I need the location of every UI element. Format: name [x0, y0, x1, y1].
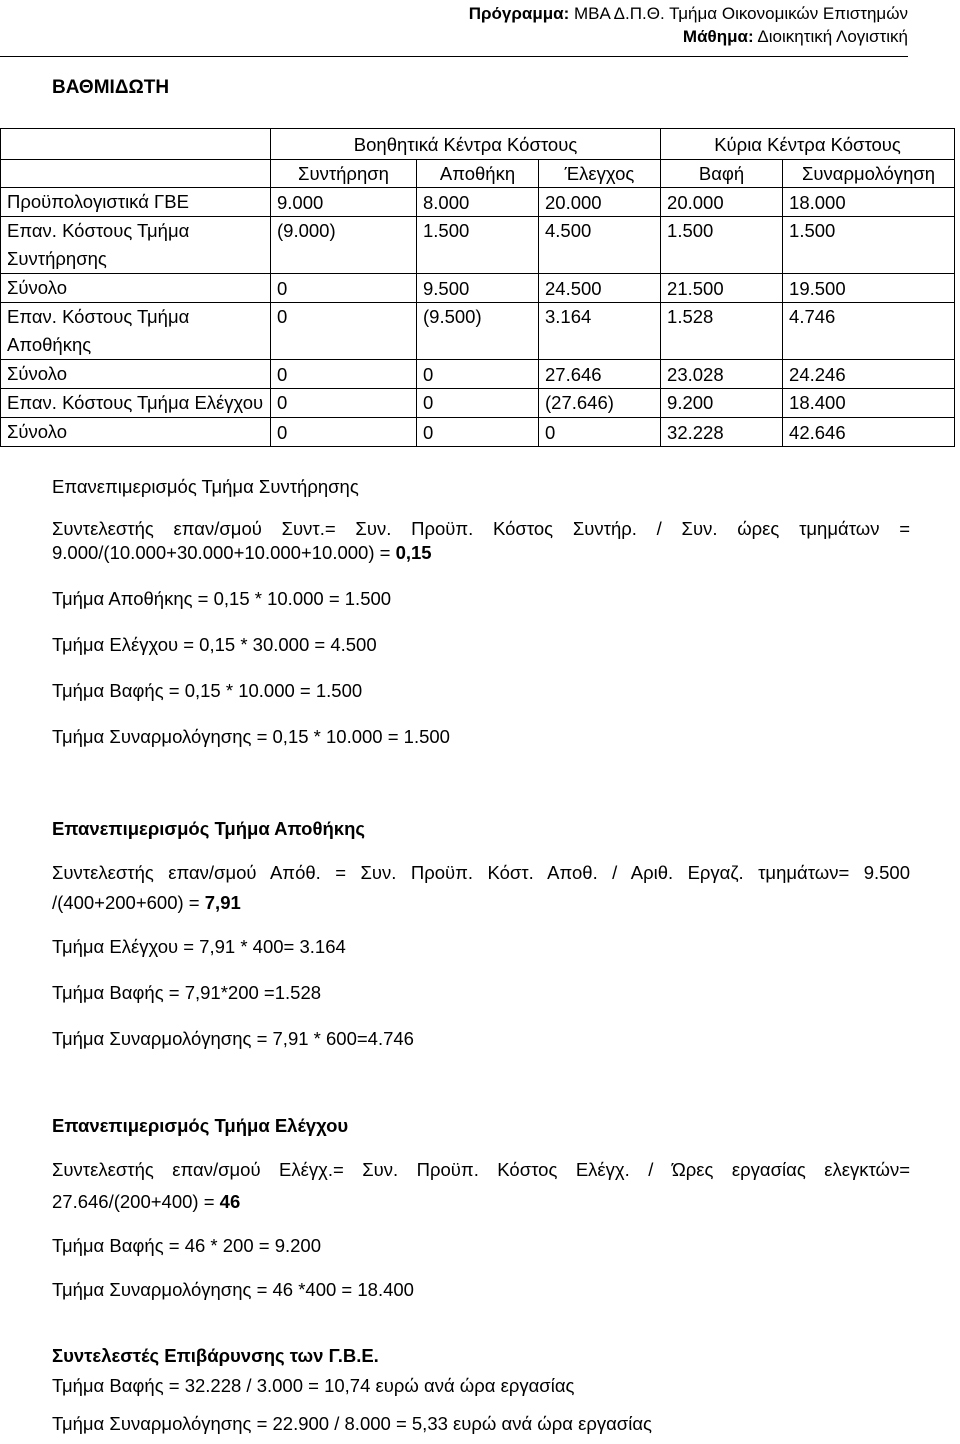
table-cell: 0 — [417, 418, 539, 447]
column-header: Συντήρηση — [271, 160, 417, 188]
table-cell: 20.000 — [661, 188, 783, 217]
rates-line: Τμήμα Βαφής = 32.228 / 3.000 = 10,74 ευρώ ανά ώρα εργασίας — [52, 1375, 575, 1396]
table-cell: 1.500 — [783, 217, 955, 274]
table-cell: (27.646) — [539, 389, 661, 418]
table-cell: 9.200 — [661, 389, 783, 418]
table-cell: 3.164 — [539, 303, 661, 360]
table-cell: 24.246 — [783, 360, 955, 389]
table-row — [1, 418, 955, 447]
table-cell: 18.000 — [783, 188, 955, 217]
rates-section — [52, 1344, 910, 1436]
row-label: Προϋπολογιστικά ΓΒΕ — [1, 188, 271, 217]
control-coef-line2 — [52, 1190, 910, 1214]
maint-coef-line1: Συντελεστής επαν/σμού Συντ.= Συν. Προϋπ. Κόστος Συντήρ. / Συν. ώρες τμημάτων = — [52, 518, 910, 539]
table-cell: 9.500 — [417, 274, 539, 303]
group-support-centers: Βοηθητικά Κέντρα Κόστους — [271, 129, 661, 160]
rates-title: Συντελεστές Επιβάρυνσης των Γ.Β.Ε. — [52, 1345, 379, 1366]
rates-line: Τμήμα Συναρμολόγησης = 22.900 / 8.000 = 5,33 ευρώ ανά ώρα εργασίας — [52, 1413, 652, 1434]
row-label: Επαν. Κόστους Τμήμα Αποθήκης — [1, 303, 271, 360]
store-line: Τμήμα Βαφής = 7,91*200 =1.528 — [52, 982, 322, 1003]
table-cell: 21.500 — [661, 274, 783, 303]
header-rule — [0, 56, 908, 57]
table-cell: 0 — [417, 360, 539, 389]
maint-coef-formula: 9.000/(10.000+30.000+10.000+10.000) = — [52, 542, 396, 563]
table-cell: 4.746 — [783, 303, 955, 360]
store-coef-line1: Συντελεστής επαν/σμού Απόθ. = Συν. Προϋπ. Κόστ. Αποθ. / Αριθ. Εργαζ. τμημάτων= 9.500 — [52, 862, 910, 883]
table-cell: 0 — [539, 418, 661, 447]
table-cell: 0 — [271, 389, 417, 418]
group-main-centers: Κύρια Κέντρα Κόστους — [661, 129, 955, 160]
table-cell: 32.228 — [661, 418, 783, 447]
table-cell: (9.000) — [271, 217, 417, 274]
table-row — [1, 188, 955, 217]
maint-title: Επανεπιμερισμός Τμήμα Συντήρησης — [52, 476, 359, 497]
table-row — [1, 217, 955, 274]
table-cell: 19.500 — [783, 274, 955, 303]
program-value: ΜΒΑ Δ.Π.Θ. Τμήμα Οικονομικών Επιστημών — [574, 4, 908, 23]
table-column-header-row — [1, 160, 955, 188]
table-cell: 4.500 — [539, 217, 661, 274]
table-group-header-row — [1, 129, 955, 160]
column-header: Συναρμολόγηση — [783, 160, 955, 188]
table-cell: 0 — [271, 303, 417, 360]
table-cell: 8.000 — [417, 188, 539, 217]
table-row — [1, 360, 955, 389]
row-label: Επαν. Κόστους Τμήμα Ελέγχου — [1, 389, 271, 418]
table-cell — [1, 129, 271, 160]
row-label: Σύνολο — [1, 360, 271, 389]
column-header: Αποθήκη — [417, 160, 539, 188]
cost-allocation-table — [0, 128, 955, 447]
page-header — [469, 2, 908, 48]
table-cell: 0 — [271, 360, 417, 389]
table-cell: 1.528 — [661, 303, 783, 360]
maint-line: Τμήμα Βαφής = 0,15 * 10.000 = 1.500 — [52, 680, 363, 701]
column-header: Βαφή — [661, 160, 783, 188]
table-row — [1, 274, 955, 303]
store-line: Τμήμα Ελέγχου = 7,91 * 400= 3.164 — [52, 936, 346, 957]
row-label: Επαν. Κόστους Τμήμα Συντήρησης — [1, 217, 271, 274]
course-value: Διοικητική Λογιστική — [757, 27, 908, 46]
control-title: Επανεπιμερισμός Τμήμα Ελέγχου — [52, 1115, 349, 1136]
table-cell: 0 — [271, 274, 417, 303]
row-label: Σύνολο — [1, 274, 271, 303]
table-cell: 20.000 — [539, 188, 661, 217]
maint-line: Τμήμα Συναρμολόγησης = 0,15 * 10.000 = 1.500 — [52, 726, 450, 747]
table-cell: 0 — [271, 418, 417, 447]
column-header: Έλεγχος — [539, 160, 661, 188]
table-cell: 9.000 — [271, 188, 417, 217]
store-coef-value: 7,91 — [204, 892, 241, 913]
maint-coef-line2 — [52, 541, 910, 565]
maint-section — [52, 475, 910, 749]
table-cell: (9.500) — [417, 303, 539, 360]
table-cell: 18.400 — [783, 389, 955, 418]
store-coef-line2 — [52, 891, 910, 915]
course-label: Μάθημα: — [682, 27, 754, 46]
store-title: Επανεπιμερισμός Τμήμα Αποθήκης — [52, 818, 365, 839]
row-label: Σύνολο — [1, 418, 271, 447]
maint-line: Τμήμα Αποθήκης = 0,15 * 10.000 = 1.500 — [52, 588, 392, 609]
control-coef-line1: Συντελεστής επαν/σμού Ελέγχ.= Συν. Προϋπ. Κόστος Ελέγχ. / Ώρες εργασίας ελεγκτών= — [52, 1159, 910, 1180]
store-line: Τμήμα Συναρμολόγησης = 7,91 * 600=4.746 — [52, 1028, 414, 1049]
table-cell — [1, 160, 271, 188]
table-row — [1, 389, 955, 418]
table-cell: 42.646 — [783, 418, 955, 447]
table-cell: 1.500 — [661, 217, 783, 274]
table-cell: 24.500 — [539, 274, 661, 303]
store-coef-formula: /(400+200+600) = — [52, 892, 205, 913]
table-cell: 0 — [417, 389, 539, 418]
table-row — [1, 303, 955, 360]
table-cell: 23.028 — [661, 360, 783, 389]
store-section — [52, 817, 910, 1051]
table-cell: 1.500 — [417, 217, 539, 274]
control-section — [52, 1114, 910, 1302]
table-cell: 27.646 — [539, 360, 661, 389]
control-coef-formula: 27.646/(200+400) = — [52, 1191, 220, 1212]
course-line — [469, 25, 908, 48]
control-line: Τμήμα Βαφής = 46 * 200 = 9.200 — [52, 1235, 322, 1256]
maint-coef-value: 0,15 — [395, 542, 432, 563]
control-coef-value: 46 — [219, 1191, 241, 1212]
control-line: Τμήμα Συναρμολόγησης = 46 *400 = 18.400 — [52, 1279, 414, 1300]
maint-line: Τμήμα Ελέγχου = 0,15 * 30.000 = 4.500 — [52, 634, 377, 655]
section-title: ΒΑΘΜΙΔΩΤΗ — [52, 77, 170, 98]
program-line — [469, 2, 908, 25]
program-label: Πρόγραμμα: — [468, 4, 570, 23]
